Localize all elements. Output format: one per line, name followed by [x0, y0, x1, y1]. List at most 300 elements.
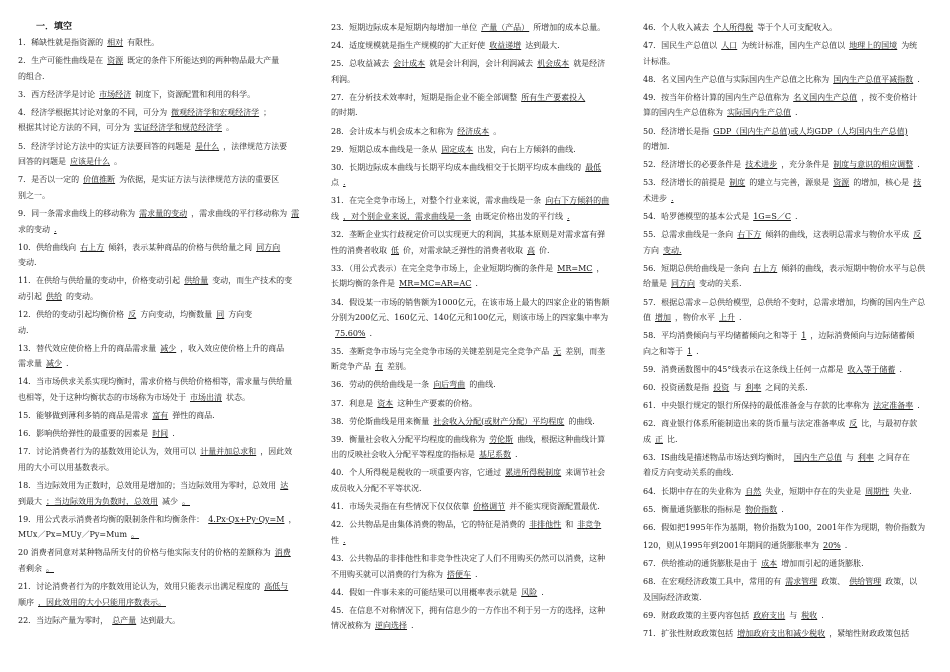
line-text: 减少	[162, 496, 178, 506]
text-line	[643, 362, 933, 378]
answer-blank: .	[343, 178, 346, 188]
text-line	[331, 499, 619, 515]
answer-blank: 同	[216, 310, 225, 319]
line-text: 等于个人可支配收入。	[757, 23, 838, 32]
text-line	[331, 295, 619, 311]
answer-blank: 资本	[377, 398, 394, 408]
answer-blank: 减少	[46, 359, 62, 369]
text-line	[18, 512, 310, 528]
section-title: 一．填空	[36, 22, 73, 32]
line-text: 者剩余	[18, 563, 42, 573]
line-text: 5．经济学讨论方法中的实证方法要回答的问题是	[18, 141, 192, 151]
line-text: 18．当边际效用为正数时，总效用是增加的；当边际效用为零时，总效用	[18, 480, 277, 490]
line-text: .	[475, 569, 478, 579]
answer-blank: 右下方	[737, 230, 762, 240]
line-text: 弹性的商品.	[172, 411, 215, 421]
line-text: 。	[226, 123, 234, 133]
line-text: 来调节社会	[565, 468, 606, 478]
answer-blank: 非竞争	[577, 520, 602, 530]
answer-blank: 富有	[152, 411, 169, 421]
answer-blank: 供给	[46, 291, 62, 301]
answer-blank: 价格调节	[473, 502, 506, 512]
line-text: 25．总收益减去	[331, 59, 390, 69]
text-line	[643, 295, 933, 311]
answer-blank: 产量（产品）	[481, 23, 530, 32]
answer-blank: 增加政府支出和减少税收	[737, 628, 826, 638]
line-text: 16．影响供给弹性的最重要的因素是	[18, 429, 149, 439]
text-line	[331, 603, 619, 619]
text-line	[18, 139, 310, 155]
text-line	[18, 172, 310, 188]
line-text: 失业，短期中存在的失业是	[765, 486, 862, 496]
line-text: 计标准。	[643, 56, 675, 66]
line-text: 1．稀缺性就是指资源的	[18, 38, 104, 47]
line-text: 就是经济	[573, 59, 606, 69]
text-line	[331, 193, 619, 209]
line-text: 59．消费函数图中的45°线表示在这条线上任何一点都是	[643, 364, 844, 374]
answer-blank: 国内生产总值平减指数	[833, 74, 914, 84]
text-line	[18, 273, 310, 289]
line-text: 与	[733, 382, 742, 392]
text-line	[331, 551, 619, 567]
text-line	[643, 191, 933, 207]
line-text: 45．在信息不对称情况下，拥有信息少的一方作出不利于另一方的选择，这种	[331, 605, 606, 615]
line-text: 的增加.	[643, 142, 670, 152]
line-text: 17．讨论消费者行为的基数效用论认为，效用可以	[18, 447, 197, 457]
line-text: .	[781, 504, 784, 514]
text-line	[643, 139, 933, 155]
line-text: 政策，以	[885, 577, 918, 586]
line-text: 性	[331, 535, 339, 545]
line-text: 情况被称为	[331, 621, 371, 631]
line-text: 37．利息是	[331, 398, 374, 408]
answer-blank: 向后弯曲	[433, 380, 466, 390]
line-text: 也相等，处于这种均衡状态的市场称为市场处于	[18, 392, 186, 402]
line-text: 31．在完全竞争市场上，对整个行业来说，需求曲线是一条	[331, 196, 542, 206]
answer-blank: 成本	[761, 558, 778, 568]
text-line	[331, 209, 619, 225]
line-text: 方向变	[228, 310, 253, 319]
answer-blank: 需求量的变动	[139, 208, 188, 218]
answer-blank: 应该是什么	[70, 157, 110, 167]
line-text: 42．公共物品是由集体消费的物品，它的特征是消费的	[331, 520, 526, 530]
text-line	[331, 142, 619, 158]
text-line	[18, 613, 310, 629]
text-line	[331, 481, 619, 497]
text-line	[643, 626, 933, 642]
line-text: 23．短期边际成本是短期内每增加一单位	[331, 23, 478, 32]
line-text: 倾斜的曲线，表示短期中物价水平与总供	[781, 263, 926, 273]
answer-blank: 增加	[655, 313, 671, 323]
line-text: 34．假设某一市场的销售额为1000亿元，在该市场上最大的四家企业的销售额	[331, 297, 610, 307]
text-line	[331, 465, 619, 481]
text-line	[18, 595, 310, 611]
text-line	[18, 390, 310, 406]
answer-blank: 制度与意识的相应调整	[833, 160, 914, 170]
answer-blank: 所有生产要素投入	[521, 92, 586, 102]
line-text: 性的消费者收取	[331, 245, 387, 255]
answer-blank: 向右下方倾斜的曲	[545, 196, 610, 206]
line-text: .	[411, 621, 414, 631]
answer-blank: 自然	[745, 486, 762, 496]
line-text: 倾斜，表示某种商品的价格与供给量之间	[108, 242, 253, 252]
line-text: 12．供给的变动引起均衡价格	[18, 310, 125, 319]
answer-blank: 变动.	[663, 245, 682, 255]
text-line	[331, 227, 619, 243]
answer-blank: 75.60%	[335, 328, 366, 338]
answer-blank: 无	[553, 346, 562, 356]
line-text: ；	[263, 107, 272, 117]
line-text: 。	[493, 126, 502, 136]
line-text: 所增加的成本总量。	[533, 23, 606, 32]
text-line	[18, 478, 310, 494]
answer-blank: 计量并加总求和	[200, 447, 257, 457]
answer-blank: .	[567, 212, 570, 222]
text-line	[331, 243, 619, 259]
line-text: 比.	[667, 434, 678, 444]
line-text: 33．（用公式表示）在完全竞争市场上，企业短期均衡的条件是	[331, 263, 554, 273]
line-text: .	[899, 364, 902, 374]
line-text: 着反方向变动关系的曲线.	[643, 468, 734, 478]
answer-blank: .	[54, 224, 57, 234]
text-line	[331, 276, 619, 292]
text-line	[643, 124, 933, 140]
line-text: ，物价水平	[675, 313, 715, 323]
line-text: 39．衡量社会收入分配平均程度的曲线称为	[331, 434, 486, 444]
answer-blank: 非排他性	[529, 520, 562, 530]
answer-blank: 社会收入分配(或财产分配）平均程度	[433, 416, 565, 426]
line-text: 56．短期总供给曲线是一条向	[643, 263, 750, 273]
answer-blank: 。	[131, 530, 140, 540]
answer-blank: 利率	[745, 382, 762, 392]
line-text: 120，则从1995年到2001年期间的通货膨胀率为	[643, 540, 819, 550]
answer-blank: 正	[655, 434, 663, 444]
answer-blank: 技	[913, 178, 922, 188]
line-text: .	[475, 279, 478, 289]
answer-blank: 人口	[721, 41, 738, 51]
answer-blank: 固定成本	[441, 144, 474, 154]
text-line	[18, 120, 310, 136]
answer-blank: 高低与	[264, 582, 289, 591]
line-text: .	[844, 540, 848, 550]
line-text: .	[917, 160, 920, 170]
answer-blank: 同方向	[671, 279, 695, 289]
line-text: 44．假如一件事未来的可能结果可以用概率表示就是	[331, 587, 518, 597]
answer-blank: ，对个别企业来说，需求曲线是一条	[343, 212, 471, 222]
answer-blank: 。	[182, 496, 190, 506]
text-line	[643, 590, 933, 606]
answer-blank: 实证经济学和规范经济学	[134, 123, 222, 133]
text-line	[643, 328, 933, 344]
text-line	[331, 175, 619, 191]
line-text: 变动.	[18, 258, 37, 268]
line-text: 40．个人所得税是税收的一项重要内容，它通过	[331, 468, 502, 478]
line-text: 22．当边际产量为零时，	[18, 615, 109, 625]
text-line	[643, 157, 933, 173]
line-text: 60．投资函数是指	[643, 382, 710, 392]
line-text: 增加而引起的通货膨胀.	[781, 558, 864, 568]
text-line	[18, 188, 310, 204]
line-text: 给量是	[643, 279, 667, 289]
answer-blank: 累进所得税制度	[505, 468, 562, 478]
text-line	[18, 545, 310, 561]
line-text: 52．经济增长的必要条件是	[643, 160, 742, 170]
text-line	[18, 307, 310, 323]
answer-blank: 消费	[274, 548, 291, 558]
line-text: 成员收入分配不平等状况.	[331, 484, 422, 494]
line-text: 断竞争产品	[331, 362, 371, 372]
answer-blank: 逆向选择	[375, 621, 407, 631]
answer-blank: 右上方	[753, 263, 778, 273]
answer-blank: 物价指数	[745, 504, 778, 514]
line-text: 的建立与完善，源泉是	[749, 178, 830, 188]
answer-blank: 反	[849, 419, 858, 429]
line-text: ，按不变价格计	[861, 92, 918, 102]
text-line	[18, 255, 310, 271]
answer-blank: MR=MC	[557, 263, 593, 273]
line-text: 政策、	[821, 577, 846, 586]
answer-blank: 市场出清	[190, 392, 222, 402]
line-text: 71．扩张性财政政策包括	[643, 628, 734, 638]
line-text: .	[66, 359, 69, 369]
answer-blank: 税收	[801, 610, 818, 620]
answer-blank: 反	[128, 310, 137, 319]
line-text: 35．垄断竞争市场与完全竞争市场的关键差别是完全竞争产品	[331, 346, 550, 356]
line-text: 69．财政政策的主要内容包括	[643, 610, 750, 620]
line-text: .	[369, 328, 373, 338]
text-line	[18, 154, 310, 170]
line-text: 就是会计利润，会计利润减去	[429, 59, 534, 69]
line-text: 算的国内生产总值称为	[643, 108, 723, 118]
answer-blank: 经济成本	[457, 126, 490, 136]
line-text: 的增加，核心是	[853, 178, 910, 188]
text-line	[643, 520, 933, 536]
line-text: 的曲线.	[568, 416, 595, 426]
line-text: .	[739, 313, 742, 323]
line-text: 利润。	[331, 74, 355, 84]
answer-blank: 1	[687, 346, 693, 356]
line-text: 值	[643, 313, 651, 323]
line-text: .	[794, 212, 798, 222]
text-line	[643, 344, 933, 360]
line-text: 用的大小可以用基数表示。	[18, 462, 114, 472]
text-line	[18, 561, 310, 577]
line-text: 28．会计成本与机会成本之和称为	[331, 126, 454, 136]
line-text: ，紧缩性财政政策包括	[829, 628, 910, 638]
text-line	[643, 310, 933, 326]
text-line	[331, 38, 619, 54]
answer-blank: 低	[391, 245, 399, 255]
line-text: 62．商业银行体系所能制造出来的货币量与法定准备率成	[643, 419, 846, 429]
line-text: 达到最大。	[140, 615, 181, 625]
answer-blank: ；当边际效用为负数时，总效用	[46, 496, 158, 506]
answer-blank: 投资	[713, 382, 730, 392]
line-text: 长期均衡的条件是	[331, 279, 395, 289]
answer-blank: 价值推断	[83, 175, 116, 185]
answer-blank: 劳伦斯	[489, 434, 514, 444]
column-1	[18, 20, 310, 628]
line-text: ，收入效应使价格上升的商品	[180, 343, 285, 353]
text-line	[643, 175, 933, 191]
answer-blank: 高	[527, 245, 535, 255]
text-line	[643, 38, 933, 54]
text-line	[643, 72, 933, 88]
line-text: 19．用公式表示消费者均衡的限制条件和均衡条件：	[18, 514, 205, 524]
line-text: 14．当市场供求关系实现均衡时，需求价格与供给价格相等，需求量与供给量	[18, 377, 293, 387]
line-text: 方向变动，均衡数量	[140, 310, 213, 319]
line-text: 由既定价格出发的平行线	[475, 212, 563, 222]
line-text: 制度下，资源配置和利用的科学。	[135, 89, 256, 99]
text-line	[331, 432, 619, 448]
text-line	[331, 124, 619, 140]
answer-blank: 会计成本	[393, 59, 426, 69]
line-text: 11．在供给与供给量的变动中，价格变动引起	[18, 276, 181, 286]
text-line	[643, 484, 933, 500]
text-line	[643, 450, 933, 466]
text-line	[643, 105, 933, 121]
answer-blank: 相对	[107, 38, 124, 47]
line-text: .	[821, 610, 824, 620]
line-text: 54．哈罗德模型的基本公式是	[643, 212, 750, 222]
answer-blank: 实际国内生产总值	[727, 108, 791, 118]
line-text: 43．公共物品的非排他性和非竞争性决定了人们不用购买仍然可以消费，这种	[331, 553, 606, 563]
line-text: .	[172, 429, 175, 439]
text-line	[18, 460, 310, 476]
text-line	[18, 87, 310, 103]
line-text: 27．在分析技术效率时，短期是指企业不能全部调整	[331, 92, 518, 102]
answer-blank: 总产量	[112, 615, 137, 625]
answer-blank: 供给管理	[849, 577, 882, 586]
line-text: 达到最大.	[525, 41, 560, 51]
line-text: 4．经济学根据其讨论对象的不同，可分为	[18, 107, 168, 117]
line-text: 41．市场失灵指在有些情况下仅仅依靠	[331, 502, 470, 512]
answer-blank: 。	[46, 563, 54, 573]
line-text: 13．替代效应使价格上升的商品需求量	[18, 343, 157, 353]
line-text: .	[541, 587, 544, 597]
text-line	[18, 579, 310, 595]
line-text: 价，对需求缺乏弹性的消费者收取	[403, 245, 523, 255]
answer-blank: 国内生产总值	[793, 452, 842, 462]
line-text: 2．生产可能性曲线是在	[18, 56, 104, 66]
answer-blank: 政府支出	[753, 610, 786, 620]
text-line	[643, 574, 933, 590]
answer-blank: 地理上的国境	[849, 41, 898, 51]
answer-blank: 个人所得税	[713, 23, 754, 32]
line-text: 点	[331, 178, 339, 188]
line-text: 7．是否以一定的	[18, 175, 80, 185]
line-text: 38．劳伦斯曲线是用来衡量	[331, 416, 430, 426]
answer-blank: 利率	[857, 452, 874, 462]
line-text: ，边际消费倾向与边际储蓄倾	[810, 331, 915, 341]
line-text: 55．总需求曲线是一条向	[643, 230, 734, 240]
text-line	[18, 444, 310, 460]
line-text: 20 消费者同意对某种物品所支付的价格与他实际支付的价格的差额称为	[18, 548, 271, 558]
line-text: 既定的条件下所能达到的两种物品最大产量	[127, 56, 280, 66]
text-line	[331, 90, 619, 106]
answer-blank: 上升	[719, 313, 735, 323]
answer-blank: 资源	[107, 56, 124, 66]
answer-blank: 20%	[823, 540, 841, 550]
line-text: 回答的问题是	[18, 157, 66, 167]
line-text: 24．适度规模就是指生产规模的扩大正好使	[331, 41, 486, 51]
answer-blank: 右上方	[80, 242, 105, 252]
line-text: 10．供给曲线向	[18, 242, 77, 252]
text-line	[643, 54, 933, 70]
line-text: 63．IS曲线是描述物品市场达到均衡时，	[643, 452, 790, 462]
line-text: 68．在宏观经济政策工具中，常用的有	[643, 577, 782, 586]
text-line	[18, 323, 310, 339]
line-text: 和	[565, 520, 574, 530]
answer-blank: .	[671, 193, 674, 203]
answer-blank: 同方向	[256, 242, 281, 252]
line-text: 64．长期中存在的失业称为	[643, 486, 742, 496]
line-text: 65．衡量通货膨胀的指标是	[643, 504, 742, 514]
text-line	[643, 465, 933, 481]
text-line	[643, 398, 933, 414]
line-text: 根据其讨论方法的不同，可分为	[18, 123, 130, 133]
answer-blank: 反	[913, 230, 922, 240]
answer-blank: 是什么	[195, 141, 220, 151]
line-text: 及国际经济政策.	[643, 592, 702, 602]
line-text: 术进步	[643, 193, 667, 203]
text-line	[331, 414, 619, 430]
line-text: 49．按当年价格计算的国内生产总值称为	[643, 92, 790, 102]
answer-blank: 风险	[521, 587, 538, 597]
line-text: 价.	[539, 245, 550, 255]
line-text: 这种生产要素的价格。	[397, 398, 478, 408]
line-text: 的时期.	[331, 108, 358, 118]
line-text: .	[696, 346, 699, 356]
line-text: 53．经济增长的前提是	[643, 178, 726, 188]
answer-blank: 需求管理	[785, 577, 818, 586]
line-text: 与	[789, 610, 798, 620]
line-text: 到最大	[18, 496, 42, 506]
line-text: 需求量	[18, 359, 42, 369]
line-text: 并不能实现资源配置最优.	[509, 502, 600, 512]
text-line	[331, 56, 619, 72]
line-text: ，	[596, 263, 605, 273]
text-line	[18, 240, 310, 256]
answer-blank: 需	[291, 208, 300, 218]
line-text: 倾斜的曲线，这表明总需求与物价水平成	[765, 230, 910, 240]
line-text: .	[795, 108, 798, 118]
text-line	[331, 326, 619, 342]
text-line	[331, 377, 619, 393]
answer-blank: 收入等于储蓄	[847, 364, 896, 374]
line-text: 为依据，是实证方法与法律规范方法的重要区	[119, 175, 280, 185]
text-line	[643, 90, 933, 106]
text-line	[18, 69, 310, 85]
text-line	[643, 243, 933, 259]
text-line	[643, 608, 933, 624]
line-text: 成	[643, 434, 651, 444]
text-line	[331, 105, 619, 121]
answer-blank: 周期性	[865, 486, 890, 496]
text-line	[18, 35, 310, 51]
answer-blank: .	[343, 535, 346, 545]
line-text: ，需求曲线的平行移动称为	[191, 208, 288, 218]
answer-blank: 微观经济学和宏观经济学	[171, 107, 260, 117]
answer-blank: GDP（国内生产总值)或人均GDP（人均国内生产总值)	[713, 126, 908, 136]
line-text: 向之和等于	[643, 346, 683, 356]
line-text: .	[917, 401, 920, 411]
line-text: 32．垄断企业实行歧视定价可以实现更大的利润，其基本原则是对需求富有弹	[331, 230, 606, 240]
column-3	[643, 20, 933, 641]
text-line	[18, 222, 310, 238]
line-text: 分别为200亿元、160亿元、140亿元和100亿元，则该市场上的四家集中率为	[331, 313, 609, 323]
text-line	[331, 20, 619, 36]
answer-blank: 收益递增	[489, 41, 522, 51]
